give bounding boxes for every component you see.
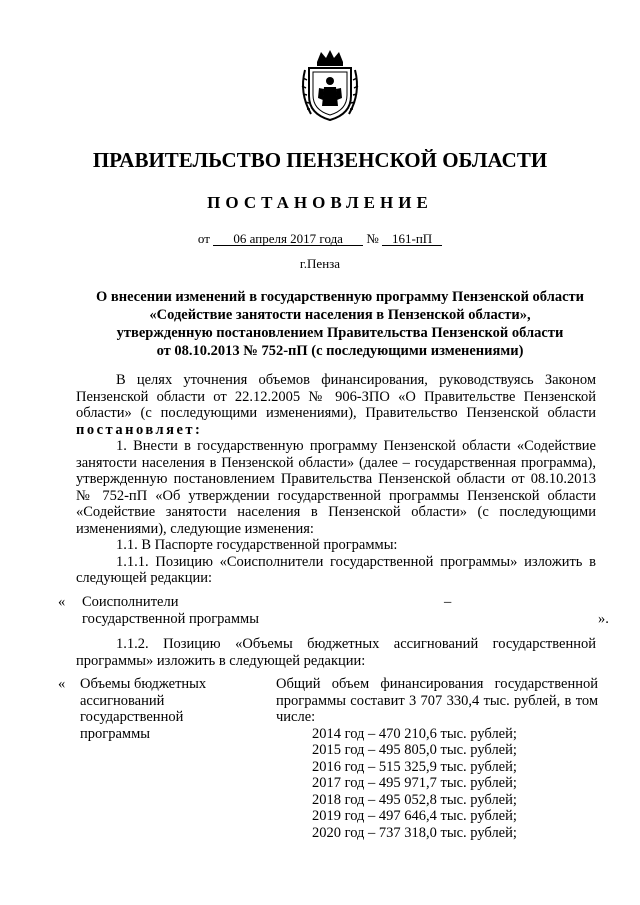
label-line: Соисполнители	[82, 594, 179, 610]
document-title	[70, 288, 610, 360]
year-item: 2020 год – 737 318,0 тыс. рублей;	[312, 824, 517, 841]
document-type: ПОСТАНОВЛЕНИЕ	[207, 193, 433, 212]
year-item: 2014 год – 470 210,6 тыс. рублей;	[312, 725, 517, 742]
label-line: программы	[80, 725, 150, 742]
paragraph-text: В целях уточнения объемов финансирования, руководствуясь Законом Пензенской области от 22.12.2005 № 906-ЗПО «О Правительстве Пензенской области» (с последующими изменениями), Правительство Пензенской области	[76, 372, 596, 421]
document-body-continued	[76, 636, 596, 669]
document-number: 161-пП	[382, 232, 442, 246]
date-number-line	[0, 231, 640, 247]
year-item: 2017 год – 495 971,7 тыс. рублей;	[312, 775, 517, 791]
close-quote: ».	[598, 611, 609, 627]
coat-of-arms-icon	[297, 48, 363, 122]
budget-summary: Общий объем финансирования государственной программы составит 3 707 330,4 тыс. рублей, в том числе:	[276, 676, 598, 725]
title-line: от 08.10.2013 № 752-пП (с последующими изменениями)	[156, 343, 524, 359]
year-item: 2015 год – 495 805,0 тыс. рублей;	[312, 742, 517, 758]
year-item: 2016 год – 515 325,9 тыс. рублей;	[312, 758, 517, 775]
co-executors-label	[82, 594, 262, 627]
document-date: 06 апреля 2017 года	[213, 232, 363, 246]
budget-label	[80, 676, 240, 742]
document-city: г.Пенза	[299, 256, 341, 271]
paragraph: 1.1.1. Позицию «Соисполнители государственной программы» изложить в следующей редакции:	[76, 553, 596, 586]
organization-name: ПРАВИТЕЛЬСТВО ПЕНЗЕНСКОЙ ОБЛАСТИ	[92, 148, 548, 172]
title-line: утвержденную постановлением Правительства Пензенской области	[116, 325, 564, 341]
year-list	[312, 726, 598, 842]
document-body	[76, 372, 596, 587]
resolution-keyword: постановляет:	[76, 421, 203, 438]
label-line: государственной программы	[82, 610, 259, 627]
co-executors-value: –	[444, 594, 452, 610]
label-line: государственной	[80, 709, 184, 725]
year-item: 2019 год – 497 646,4 тыс. рублей;	[312, 808, 517, 824]
number-prefix: №	[366, 231, 379, 246]
budget-value	[276, 676, 598, 841]
year-item: 2018 год – 495 052,8 тыс. рублей;	[312, 791, 517, 808]
title-line: О внесении изменений в государственную программу Пензенской области	[95, 289, 584, 305]
title-line: «Содействие занятости населения в Пензенской области»,	[149, 307, 531, 323]
paragraph: 1. Внести в государственную программу Пензенской области «Содействие занятости населения в Пензенской области» (далее – государственная программа), утвержденную постановлением Правительства Пензенской области от 08.10.2013 № 752-пП «Об утверждении государственной программы Пензенской области «Содействие занятости населения в Пензенской области» (с последующими изменениями), следующие изменения:	[76, 438, 596, 537]
paragraph: 1.1. В Паспорте государственной программы:	[116, 537, 398, 553]
date-prefix: от	[197, 231, 210, 246]
open-quote: «	[58, 594, 66, 610]
open-quote: «	[58, 676, 66, 692]
label-line: Объемы бюджетных	[80, 676, 207, 692]
paragraph	[76, 372, 596, 438]
paragraph: 1.1.2. Позицию «Объемы бюджетных ассигнований государственной программы» изложить в следующей редакции:	[76, 636, 596, 669]
label-line: ассигнований	[80, 692, 165, 709]
